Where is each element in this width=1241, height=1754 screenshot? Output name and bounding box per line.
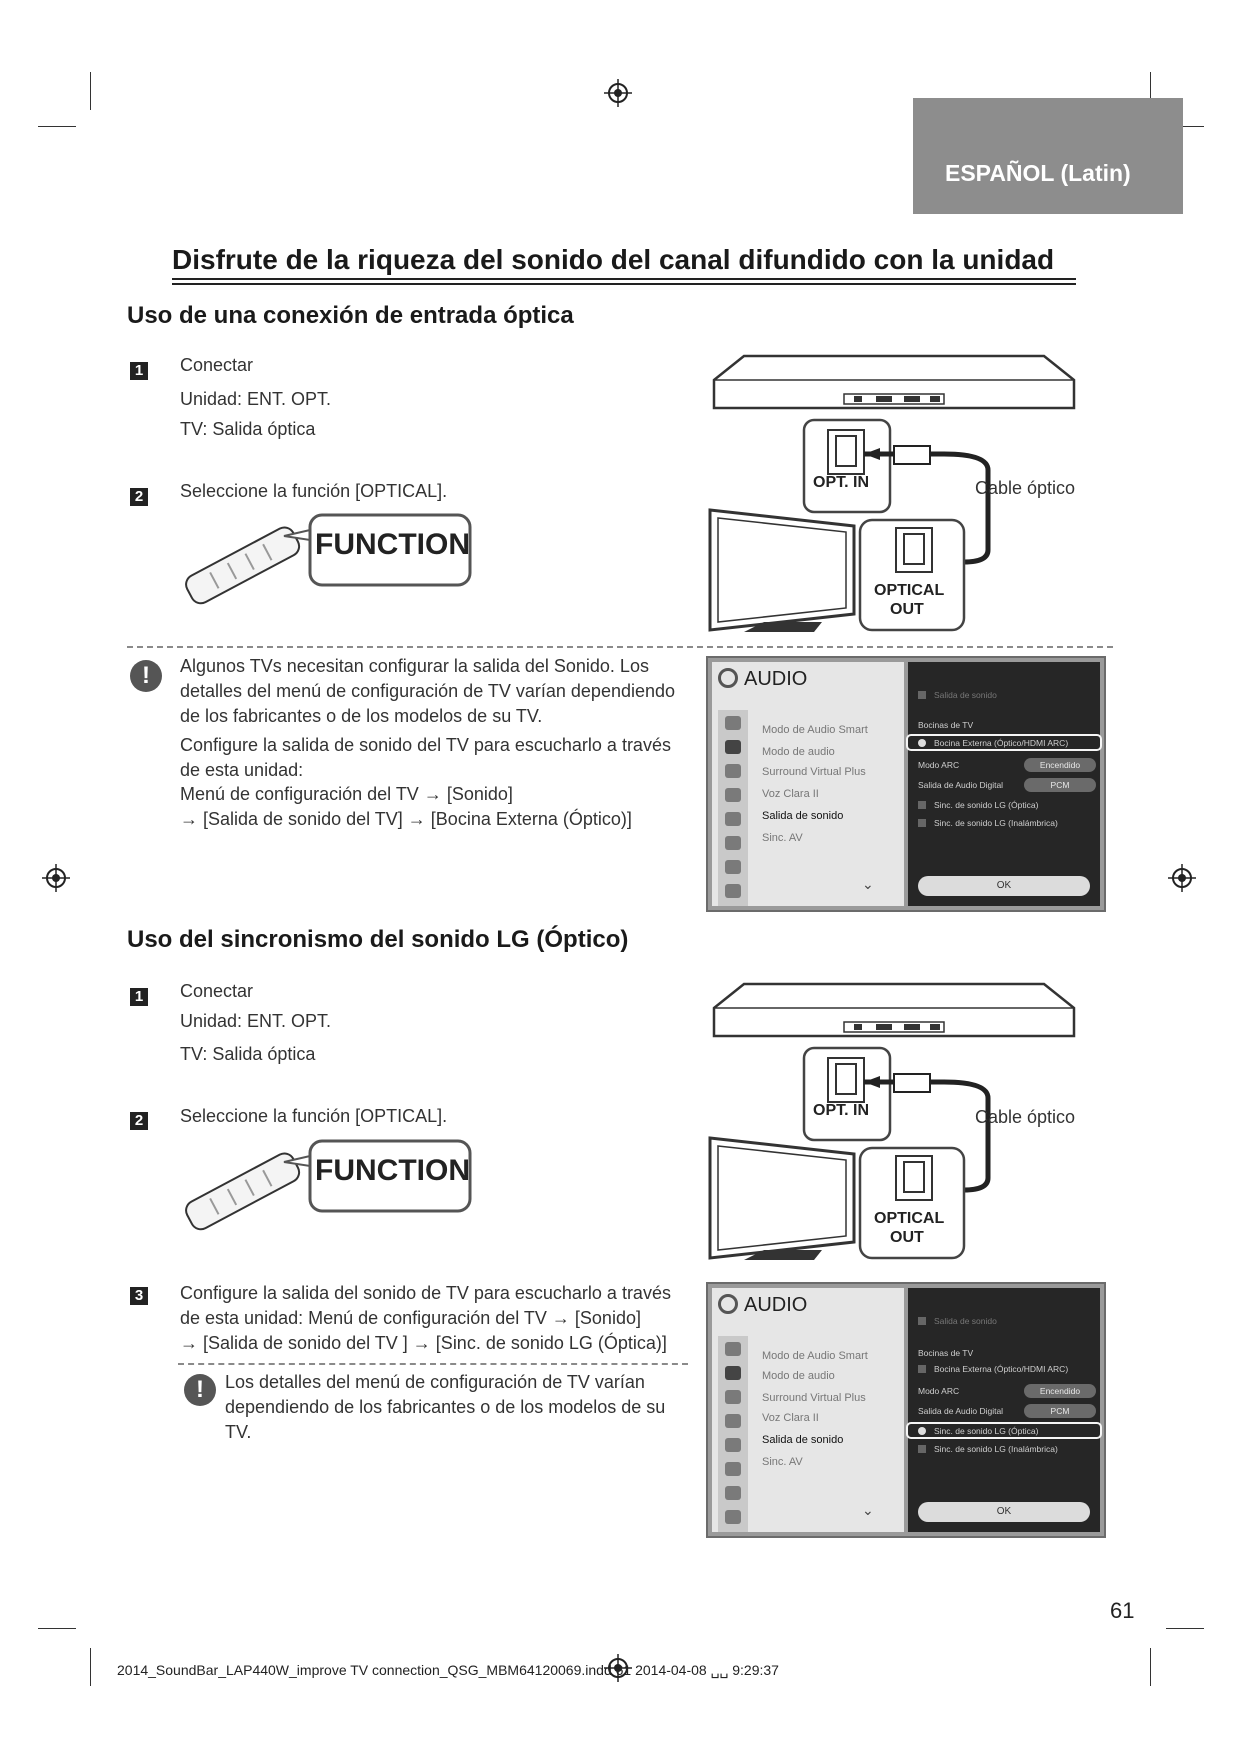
step-text: de esta unidad: Menú de configuración del TV → [Sonido]: [180, 1308, 641, 1328]
note-text: Menú de configuración del TV → [Sonido]: [180, 784, 513, 804]
option-icon: [725, 836, 741, 850]
optical-out-label: OPTICAL: [874, 1210, 945, 1227]
step-text: TV: Salida óptica: [180, 419, 316, 439]
audio-icon: [718, 668, 738, 688]
time-icon: [725, 1414, 741, 1428]
crop-mark: [1166, 1628, 1204, 1629]
title-underline: [172, 283, 1076, 285]
sound-icon: [725, 1366, 741, 1380]
menu-item[interactable]: Modo de Audio Smart: [762, 724, 868, 736]
option-external-speaker[interactable]: [918, 1364, 1068, 1374]
radio-icon: [918, 1427, 926, 1435]
option-label: Sinc. de sonido LG (Inalámbrica): [934, 1444, 1058, 1454]
digital-out-value[interactable]: PCM: [1024, 778, 1096, 792]
step-number: 1: [130, 362, 148, 380]
menu-item[interactable]: Sinc. AV: [762, 1456, 803, 1468]
warning-icon: !: [184, 1374, 216, 1406]
step-text: Unidad: ENT. OPT.: [180, 1011, 332, 1031]
network-icon: [725, 1486, 741, 1500]
step-text: Seleccione la función [OPTICAL].: [180, 1106, 448, 1126]
step-number: 3: [130, 1287, 148, 1305]
opt-in-label: OPT. IN: [813, 1102, 870, 1119]
checkbox-icon: [918, 1445, 926, 1453]
picture-icon: [725, 716, 741, 730]
channel-icon: [725, 1390, 741, 1404]
registration-mark-icon: [604, 79, 632, 107]
language-tab-label: ESPAÑOL (Latin): [945, 160, 1131, 186]
registration-mark-icon: [1168, 864, 1196, 892]
menu-left-panel: [712, 1288, 904, 1532]
cable-label: Cable óptico: [975, 1107, 1076, 1127]
section-divider: [127, 646, 1113, 648]
function-button-label: FUNCTION: [315, 528, 470, 561]
page-title-text: Disfrute de la riqueza del sonido del canal difundido con la unidad: [172, 244, 1055, 275]
optical-out-label: OUT: [890, 1229, 924, 1246]
menu-title-text: AUDIO: [744, 1294, 808, 1316]
opt-in-label: OPT. IN: [813, 474, 870, 491]
menu-icon-strip: [718, 1336, 748, 1532]
crop-mark: [90, 1648, 91, 1686]
option-external-speaker[interactable]: [918, 738, 1068, 748]
menu-item[interactable]: Surround Virtual Plus: [762, 766, 866, 778]
network-icon: [725, 860, 741, 874]
note-text: de los fabricantes o de los modelos de su TV.: [180, 706, 543, 726]
option-label: Bocina Externa (Óptico/HDMI ARC): [934, 1364, 1069, 1374]
print-footer: 2014_SoundBar_LAP440W_improve TV connection_QSG_MBM64120069.indd 61 2014-04-08 ␣␣ 9:29:37: [117, 1662, 779, 1678]
page-title: [172, 244, 1076, 276]
step-number: 2: [130, 1112, 148, 1130]
step-number: 2: [130, 488, 148, 506]
optical-out-label: OPTICAL: [874, 582, 945, 599]
note-text: detalles del menú de configuración de TV varían dependiendo: [180, 681, 676, 701]
crop-mark: [38, 1628, 76, 1629]
note-text: TV.: [225, 1422, 252, 1442]
menu-item-selected[interactable]: Salida de sonido: [762, 1434, 844, 1446]
support-icon: [725, 1510, 741, 1524]
warning-icon: !: [130, 660, 162, 692]
option-label: Salida de sonido: [934, 690, 997, 700]
section-title: Uso del sincronismo del sonido LG (Óptico): [127, 926, 629, 953]
note-text: dependiendo de los fabricantes o de los modelos de su: [225, 1397, 666, 1417]
option-digital-out-label: Salida de Audio Digital: [918, 1406, 1004, 1416]
step-number: 1: [130, 988, 148, 1006]
step-text: Conectar: [180, 981, 254, 1001]
ok-button[interactable]: OK: [918, 876, 1090, 896]
menu-item[interactable]: Modo de Audio Smart: [762, 1350, 868, 1362]
tv-audio-menu: [706, 656, 1106, 912]
step-text: Conectar: [180, 355, 254, 375]
section-title: Uso de una conexión de entrada óptica: [127, 302, 574, 329]
audio-icon: [718, 1294, 738, 1314]
optical-out-label: OUT: [890, 601, 924, 618]
cable-label: Cable óptico: [975, 478, 1076, 498]
menu-item[interactable]: Voz Clara II: [762, 1412, 819, 1424]
menu-title: [718, 668, 807, 691]
title-underline: [172, 278, 1076, 280]
option-label: Sinc. de sonido LG (Óptica): [934, 1426, 1039, 1436]
menu-item[interactable]: Voz Clara II: [762, 788, 819, 800]
tv-audio-menu: [706, 1282, 1106, 1538]
step-text: TV: Salida óptica: [180, 1044, 316, 1064]
note-text: → [Salida de sonido del TV] → [Bocina Externa (Óptico)]: [180, 809, 632, 829]
picture-icon: [725, 1342, 741, 1356]
option-lg-sync-optical[interactable]: [918, 1426, 1038, 1436]
menu-right-panel: [908, 662, 1100, 906]
support-icon: [725, 884, 741, 898]
option-label: Bocina Externa (Óptico/HDMI ARC): [934, 738, 1069, 748]
menu-item-selected[interactable]: Salida de sonido: [762, 810, 844, 822]
time-icon: [725, 788, 741, 802]
step-text: Seleccione la función [OPTICAL].: [180, 481, 448, 501]
sound-icon: [725, 740, 741, 754]
digital-out-value[interactable]: PCM: [1024, 1404, 1096, 1418]
checkbox-icon: [918, 1365, 926, 1373]
checkbox-icon: [918, 1317, 926, 1325]
page-number: 61: [1110, 1598, 1135, 1623]
checkbox-icon: [918, 691, 926, 699]
option-digital-out-label: Salida de Audio Digital: [918, 780, 1004, 790]
note-text: de esta unidad:: [180, 760, 304, 780]
menu-title: [718, 1294, 807, 1317]
checkbox-icon: [918, 801, 926, 809]
menu-title-text: AUDIO: [744, 668, 808, 690]
step-text: → [Salida de sonido del TV ] → [Sinc. de sonido LG (Óptica)]: [180, 1333, 667, 1353]
lock-icon: [725, 812, 741, 826]
menu-icon-strip: [718, 710, 748, 906]
arc-mode-value[interactable]: Encendido: [1024, 758, 1096, 772]
chevron-down-icon[interactable]: ⌄: [862, 1502, 874, 1518]
menu-left-panel: [712, 662, 904, 906]
menu-item[interactable]: Surround Virtual Plus: [762, 1392, 866, 1404]
note-text: Algunos TVs necesitan configurar la salida del Sonido. Los: [180, 656, 649, 676]
radio-icon: [918, 739, 926, 747]
crop-mark: [1150, 1648, 1151, 1686]
note-text: Configure la salida de sonido del TV para escucharlo a través: [180, 735, 671, 755]
option-label: Sinc. de sonido LG (Óptica): [934, 800, 1039, 810]
crop-mark: [38, 126, 76, 127]
lock-icon: [725, 1438, 741, 1452]
function-button-label: FUNCTION: [315, 1154, 470, 1187]
arc-mode-value[interactable]: Encendido: [1024, 1384, 1096, 1398]
step-text: Unidad: ENT. OPT.: [180, 389, 332, 409]
option-icon: [725, 1462, 741, 1476]
step-text: Configure la salida del sonido de TV para escucharlo a través: [180, 1283, 671, 1303]
note-divider: [178, 1363, 688, 1365]
option-lg-sync-optical[interactable]: [918, 800, 1038, 810]
option-label: Sinc. de sonido LG (Inalámbrica): [934, 818, 1058, 828]
registration-mark-icon: [42, 864, 70, 892]
option-group-label: Bocinas de TV: [918, 1348, 974, 1358]
menu-item[interactable]: Modo de audio: [762, 746, 835, 758]
note-text: Los detalles del menú de configuración de TV varían: [225, 1372, 645, 1392]
checkbox-icon: [918, 819, 926, 827]
ok-button[interactable]: OK: [918, 1502, 1090, 1522]
menu-item[interactable]: Sinc. AV: [762, 832, 803, 844]
chevron-down-icon[interactable]: ⌄: [862, 876, 874, 892]
option-arc-mode-label: Modo ARC: [918, 1386, 960, 1396]
menu-item[interactable]: Modo de audio: [762, 1370, 835, 1382]
language-tab: [913, 98, 1183, 214]
menu-right-panel: [908, 1288, 1100, 1532]
option-lg-sync-wireless[interactable]: [918, 818, 1058, 828]
menu-option-header: [918, 1316, 997, 1326]
channel-icon: [725, 764, 741, 778]
option-group-label: Bocinas de TV: [918, 720, 974, 730]
option-lg-sync-wireless[interactable]: [918, 1444, 1058, 1454]
option-arc-mode-label: Modo ARC: [918, 760, 960, 770]
option-label: Salida de sonido: [934, 1316, 997, 1326]
menu-option-header: [918, 690, 997, 700]
crop-mark: [90, 72, 91, 110]
